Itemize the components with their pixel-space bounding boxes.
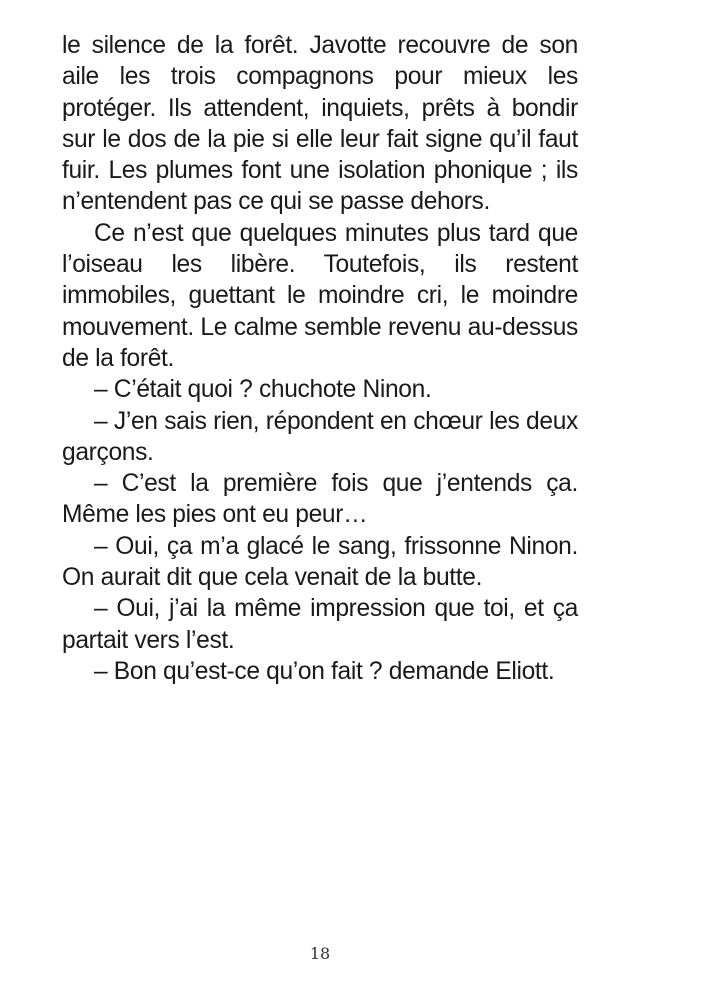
paragraph: Ce n’est que quelques minutes plus tard que l’oiseau les libère. Toutefois, ils restent immobiles, guettant le moindre cri, le moindre mouvement. Le calme semble revenu au-dessus de la forêt.	[62, 219, 578, 372]
dialogue-line: – J’en sais rien, répondent en chœur les deux garçons.	[62, 407, 578, 466]
dialogue-line: – C’est la première fois que j’entends ça. Même les pies ont eu peur…	[62, 470, 578, 529]
dialogue-line: – Oui, ça m’a glacé le sang, frissonne Ninon. On aurait dit que cela venait de la butte.	[62, 532, 578, 592]
dialogue-line: – C’était quoi ? chuchote Ninon.	[94, 376, 432, 404]
page-number: 18	[309, 944, 331, 963]
body-text	[62, 30, 578, 687]
dialogue-line: – Bon qu’est-ce qu’on fait ? demande Eliott.	[94, 657, 555, 685]
paragraph-continuation: le silence de la forêt. Javotte recouvre de son aile les trois compagnons pour mieux les protéger. Ils attendent, inquiets, prêts à bondir sur le dos de la pie si elle leur fait signe qu’il faut fuir. Les plumes font une isolation phonique ; ils n’entendent pas ce qui se passe dehors.	[62, 32, 578, 216]
dialogue-line: – Oui, j’ai la même impression que toi, et ça partait vers l’est.	[62, 595, 578, 654]
